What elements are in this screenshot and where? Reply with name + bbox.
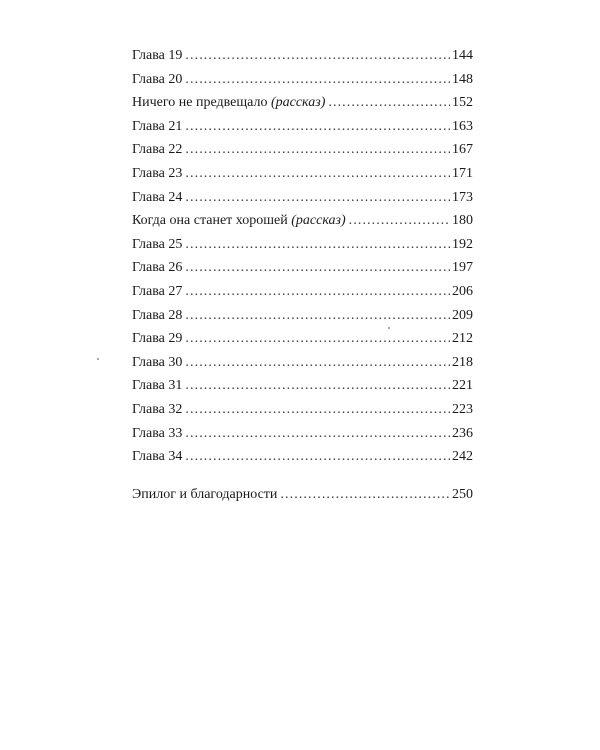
toc-entry-page: 163 (452, 118, 473, 134)
toc-entry-page: 171 (452, 165, 473, 181)
toc-leader-dots (185, 351, 450, 375)
toc-entry-page: 180 (452, 213, 473, 229)
toc-entry-page: 148 (452, 71, 473, 87)
toc-leader-dots (185, 280, 450, 304)
toc-entry[interactable] (132, 304, 473, 328)
toc-entry[interactable] (132, 374, 473, 398)
toc-entry-page: 250 (452, 486, 473, 502)
toc-entry[interactable] (132, 186, 473, 210)
toc-entry-title: Глава 26 (132, 260, 183, 276)
toc-leader-dots (185, 256, 450, 280)
toc-entry-title: Глава 30 (132, 354, 183, 370)
toc-leader-dots (349, 209, 450, 233)
toc-entry[interactable] (132, 233, 473, 257)
toc-entry-title: Глава 27 (132, 283, 183, 299)
toc-leader-dots (185, 186, 450, 210)
toc-entry-page: 236 (452, 425, 473, 441)
toc-entry[interactable] (132, 162, 473, 186)
toc-entry[interactable] (132, 422, 473, 446)
toc-entry[interactable] (132, 44, 473, 68)
toc-leader-dots (185, 374, 450, 398)
toc-entry-page: 221 (452, 378, 473, 394)
toc-leader-dots (280, 483, 450, 507)
toc-entry-title: Глава 33 (132, 425, 183, 441)
toc-leader-dots (328, 91, 450, 115)
toc-leader-dots (185, 445, 450, 469)
toc-entry-page: 173 (452, 189, 473, 205)
toc-entry-title: Глава 21 (132, 118, 183, 134)
toc-entry-title: Когда она станет хорошей (рассказ) (132, 213, 346, 229)
toc-entry-title: Глава 23 (132, 165, 183, 181)
toc-entry[interactable] (132, 280, 473, 304)
toc-entry[interactable] (132, 398, 473, 422)
toc-entry-title: Глава 24 (132, 189, 183, 205)
toc-entry-title: Глава 28 (132, 307, 183, 323)
toc-entry[interactable] (132, 351, 473, 375)
toc-entry-page: 212 (452, 331, 473, 347)
toc-entry-title: Глава 34 (132, 449, 183, 465)
toc-entry-title: Глава 29 (132, 331, 183, 347)
toc-leader-dots (185, 162, 450, 186)
toc-leader-dots (185, 44, 450, 68)
toc-entry-title: Эпилог и благодарности (132, 486, 278, 502)
paper-speck (388, 327, 390, 329)
toc-entry-page: 223 (452, 401, 473, 417)
toc-entry[interactable] (132, 327, 473, 351)
toc-entry-page: 192 (452, 236, 473, 252)
toc-entry-page: 218 (452, 354, 473, 370)
toc-leader-dots (185, 304, 450, 328)
toc-entry-page: 152 (452, 95, 473, 111)
toc-entry-title: Глава 20 (132, 71, 183, 87)
toc-leader-dots (185, 422, 450, 446)
toc-entry-title: Глава 19 (132, 48, 183, 63)
toc-leader-dots (185, 138, 450, 162)
toc-entry-page: 206 (452, 283, 473, 299)
toc-entry[interactable] (132, 115, 473, 139)
toc-leader-dots (185, 327, 450, 351)
toc-entry-epilogue[interactable] (132, 483, 473, 507)
toc-entry[interactable] (132, 209, 473, 233)
paper-speck (97, 358, 99, 360)
toc-entry-page: 144 (452, 48, 473, 63)
toc-entry[interactable] (132, 256, 473, 280)
toc-entry-page: 167 (452, 142, 473, 158)
toc-entry-title: Глава 31 (132, 378, 183, 394)
toc-entry[interactable] (132, 445, 473, 469)
table-of-contents (132, 44, 473, 506)
toc-entry-page: 197 (452, 260, 473, 276)
toc-leader-dots (185, 398, 450, 422)
toc-leader-dots (185, 115, 450, 139)
toc-entry[interactable] (132, 68, 473, 92)
toc-leader-dots (185, 233, 450, 257)
toc-entry-title: Глава 32 (132, 401, 183, 417)
toc-entry-page: 242 (452, 449, 473, 465)
toc-leader-dots (185, 68, 450, 92)
toc-entry[interactable] (132, 91, 473, 115)
toc-entry-title: Глава 22 (132, 142, 183, 158)
toc-entry-title: Ничего не предвещало (рассказ) (132, 95, 326, 111)
toc-entry-page: 209 (452, 307, 473, 323)
toc-entry-title: Глава 25 (132, 236, 183, 252)
toc-entry[interactable] (132, 138, 473, 162)
